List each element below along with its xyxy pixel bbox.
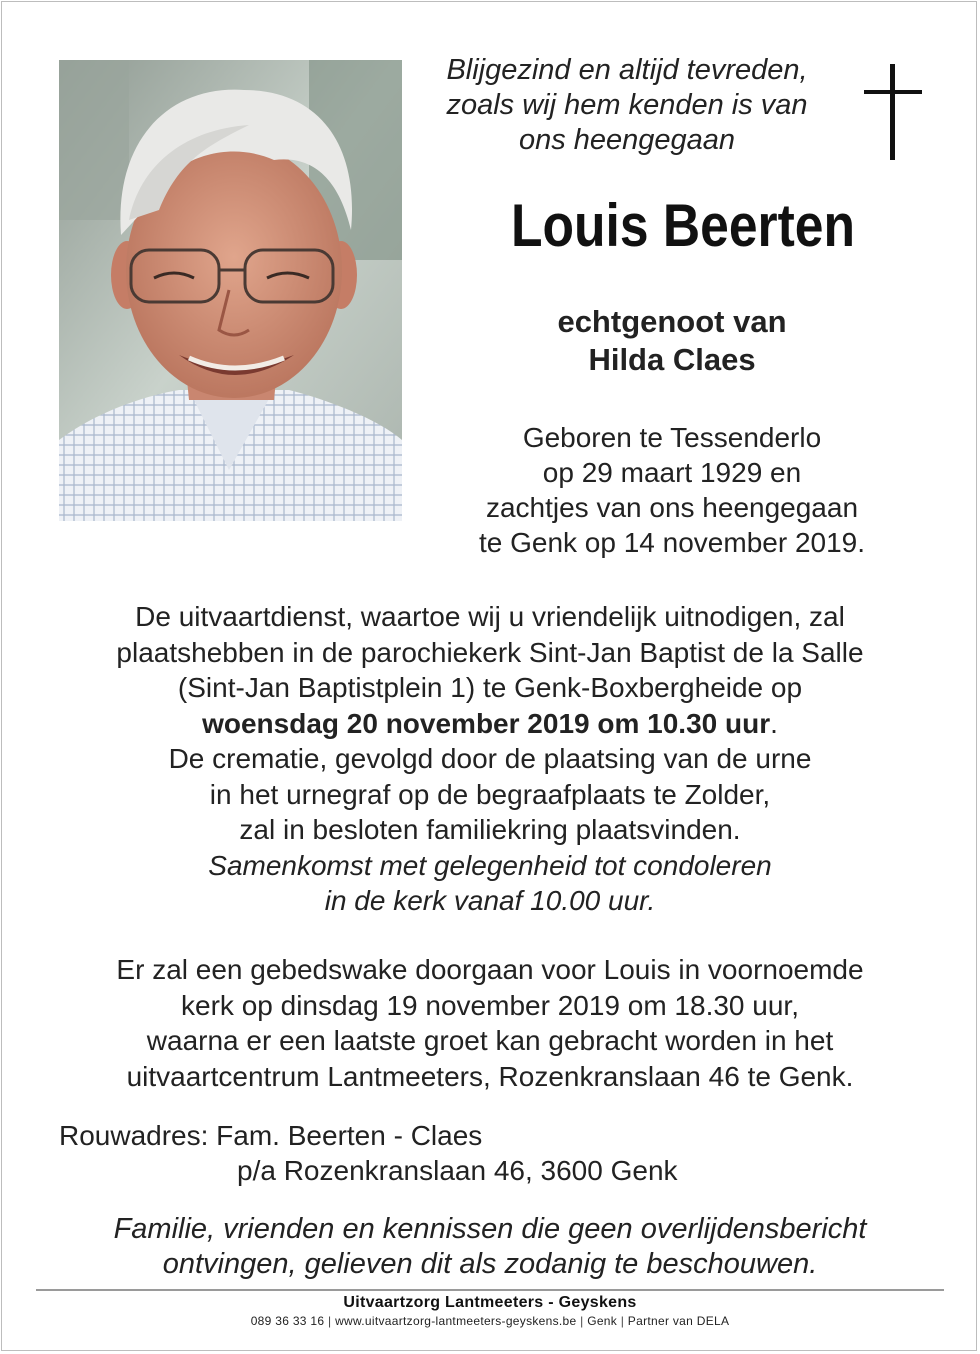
portrait-photo: [59, 60, 402, 521]
birth-line: op 29 maart 1929 en: [542, 457, 802, 488]
mourning-address: [59, 1118, 678, 1188]
mourning-address-line: p/a Rozenkranslaan 46, 3600 Genk: [237, 1155, 678, 1186]
contact-info: [40, 1312, 940, 1330]
mourning-address-line: Rouwadres: Fam. Beerten - Claes: [59, 1120, 483, 1151]
funeral-line: De uitvaartdienst, waartoe wij u vriendelijk uitnodigen, zal: [135, 601, 845, 632]
birth-info: [445, 420, 899, 560]
footer-divider: [36, 1289, 944, 1291]
quote-line: Blijgezind en altijd tevreden,: [446, 54, 808, 86]
separator: |: [620, 1314, 625, 1328]
spouse-line: Hilda Claes: [588, 342, 756, 377]
condolence-line: in de kerk vanaf 10.00 uur.: [324, 885, 656, 916]
cross-icon: [864, 64, 922, 160]
funeral-line: (Sint-Jan Baptistplein 1) te Genk-Boxbergheide op: [177, 672, 803, 703]
condolence-line: Samenkomst met gelegenheid tot condoleren: [208, 849, 772, 881]
birth-line: zachtjes van ons heengegaan: [485, 492, 859, 523]
birth-line: Geboren te Tessenderlo: [522, 422, 822, 453]
birth-line: te Genk op 14 november 2019.: [478, 527, 866, 558]
funeral-line: in het urnegraf op de begraafplaats te Zolder,: [209, 778, 771, 810]
funeral-line: De crematie, gevolgd door de plaatsing van de urne: [168, 743, 812, 774]
funeral-line: plaatshebben in de parochiekerk Sint-Jan Baptist de la Salle: [116, 636, 864, 668]
funeral-info: [40, 599, 940, 919]
company-name: Uitvaartzorg Lantmeeters - Geyskens: [343, 1294, 637, 1311]
spouse-line: echtgenoot van: [557, 304, 787, 339]
wake-line: uitvaartcentrum Lantmeeters, Rozenkranslaan 46 te Genk.: [126, 1060, 854, 1092]
website-link[interactable]: www.uitvaartzorg-lantmeeters-geyskens.be: [335, 1314, 577, 1328]
notice-text: [40, 1212, 940, 1282]
funeral-line: zal in besloten familiekring plaatsvinden.: [239, 814, 741, 845]
spouse-info: [470, 303, 874, 379]
partner-text: Partner van DELA: [627, 1314, 730, 1328]
wake-line: waarna er een laatste groet kan gebracht worden in het: [146, 1025, 834, 1056]
deceased-name: Louis Beerten: [510, 192, 856, 259]
wake-line: kerk op dinsdag 19 november 2019 om 18.30 uur,: [181, 989, 799, 1021]
phone-number: 089 36 33 16: [250, 1314, 325, 1328]
separator: |: [328, 1314, 332, 1328]
wake-info: [40, 952, 940, 1094]
funeral-date-line: [40, 706, 940, 742]
city: Genk: [587, 1314, 618, 1328]
quote-line: ons heengegaan: [518, 124, 736, 156]
notice-line: ontvingen, gelieven dit als zodanig te beschouwen.: [162, 1248, 818, 1280]
funeral-date: woensdag 20 november 2019 om 10.30 uur: [202, 707, 771, 739]
funeral-date-suffix: .: [770, 707, 778, 739]
wake-line: Er zal een gebedswake doorgaan voor Louis in voornoemde: [116, 954, 864, 985]
quote-line: zoals wij hem kenden is van: [446, 89, 808, 121]
quote-text: [420, 53, 834, 158]
notice-line: Familie, vrienden en kennissen die geen overlijdensbericht: [113, 1213, 867, 1245]
separator: |: [580, 1314, 584, 1328]
